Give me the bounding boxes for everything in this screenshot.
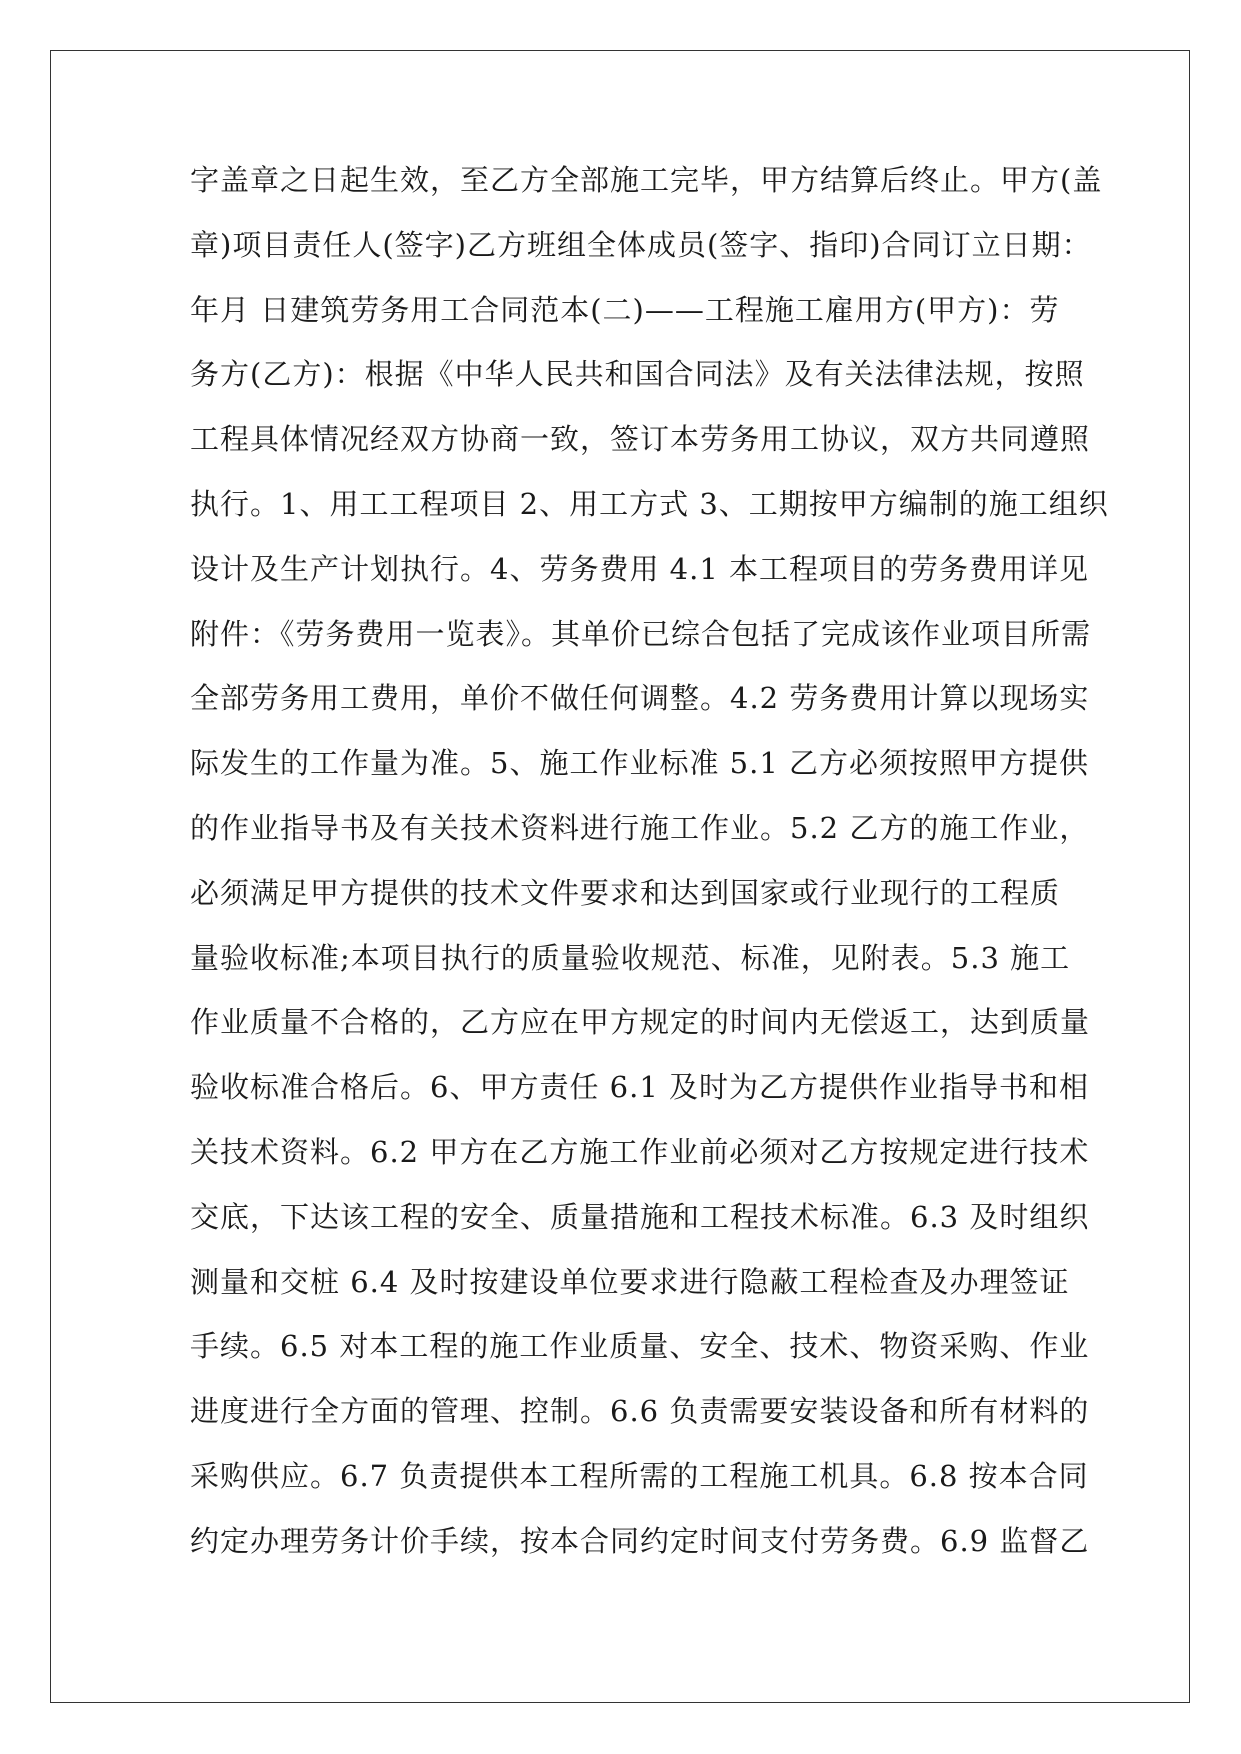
text-line: 的作业指导书及有关技术资料进行施工作业。5.2 乙方的施工作业，: [190, 810, 1090, 845]
text-line: 关技术资料。6.2 甲方在乙方施工作业前必须对乙方按规定进行技术: [190, 1134, 1090, 1169]
text-line: 全部劳务用工费用，单价不做任何调整。4.2 劳务费用计算以现场实: [190, 681, 1090, 716]
text-line: 务方(乙方)：根据《中华人民共和国合同法》及有关法律法规，按照: [190, 357, 1085, 392]
text-line: 进度进行全方面的管理、控制。6.6 负责需要安装设备和所有材料的: [190, 1394, 1090, 1429]
document-body: [190, 160, 1109, 1586]
text-line: 际发生的工作量为准。5、施工作业标准 5.1 乙方必须按照甲方提供: [190, 746, 1090, 781]
text-line: 测量和交桩 6.4 及时按建设单位要求进行隐蔽工程检查及办理签证: [190, 1264, 1070, 1299]
text-line: 量验收标准;本项目执行的质量验收规范、标准，见附表。5.3 施工: [190, 940, 1071, 975]
text-line: 约定办理劳务计价手续，按本合同约定时间支付劳务费。6.9 监督乙: [190, 1523, 1090, 1558]
text-line: 验收标准合格后。6、甲方责任 6.1 及时为乙方提供作业指导书和相: [190, 1070, 1090, 1105]
text-line: 作业质量不合格的，乙方应在甲方规定的时间内无偿返工，达到质量: [190, 1005, 1091, 1040]
text-line: 采购供应。6.7 负责提供本工程所需的工程施工机具。6.8 按本合同: [190, 1458, 1089, 1493]
text-line: 章)项目责任人(签字)乙方班组全体成员(签字、指印)合同订立日期：: [190, 227, 1092, 262]
text-line: 工程具体情况经双方协商一致，签订本劳务用工协议，双方共同遵照: [190, 422, 1091, 457]
text-line: 手续。6.5 对本工程的施工作业质量、安全、技术、物资采购、作业: [190, 1329, 1090, 1364]
text-line: 执行。1、用工工程项目 2、用工方式 3、工期按甲方编制的施工组织: [190, 486, 1109, 521]
text-line: 年月 日建筑劳务用工合同范本(二)——工程施工雇用方(甲方)：劳: [190, 292, 1060, 327]
text-line: 必须满足甲方提供的技术文件要求和达到国家或行业现行的工程质: [190, 875, 1061, 910]
text-line: 字盖章之日起生效，至乙方全部施工完毕，甲方结算后终止。甲方(盖: [190, 163, 1103, 197]
text-line: 交底，下达该工程的安全、质量措施和工程技术标准。6.3 及时组织: [190, 1199, 1090, 1234]
text-line: 设计及生产计划执行。4、劳务费用 4.1 本工程项目的劳务费用详见: [190, 551, 1090, 586]
text-line: 附件：《劳务费用一览表》。其单价已综合包括了完成该作业项目所需: [190, 616, 1092, 651]
